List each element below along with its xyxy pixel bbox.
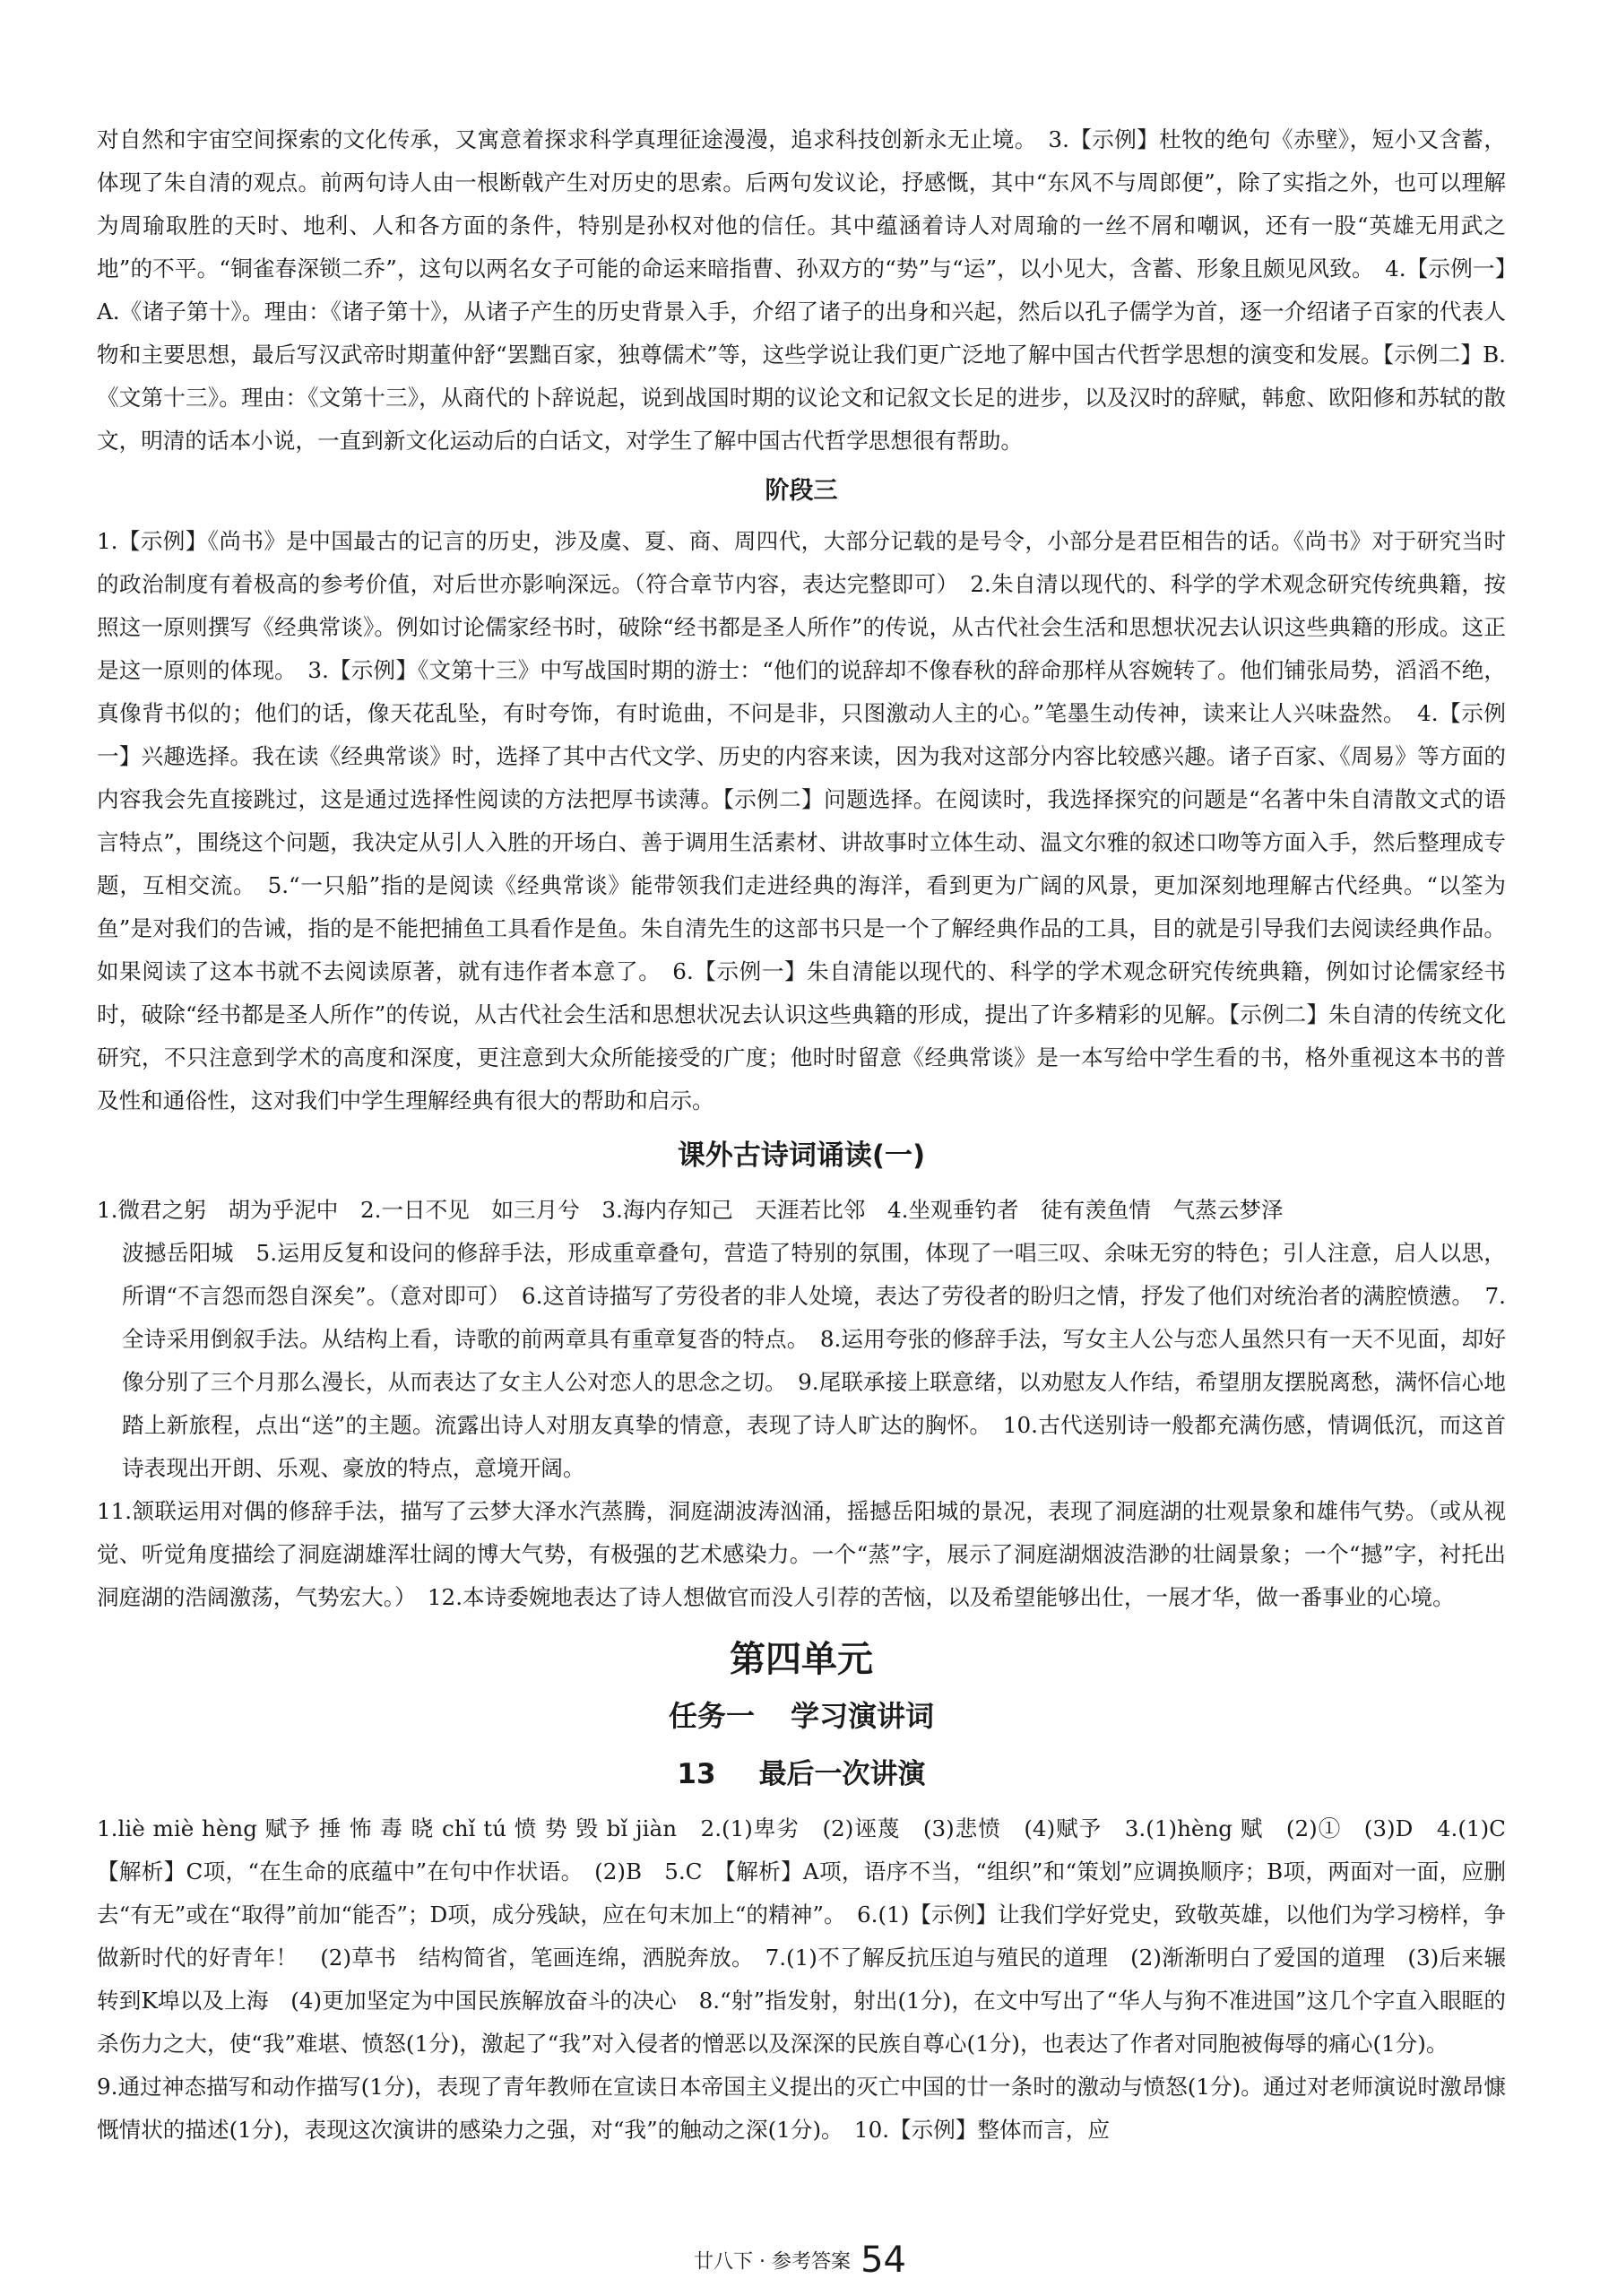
poetry-answers-first-line: 1.微君之躬 胡为乎泥中 2.一日不见 如三月兮 3.海内存知己 天涯若比邻 4.坐观垂钓者 徒有羡鱼情 气蒸云梦泽: [97, 1197, 1284, 1223]
lesson-number: 13: [677, 1758, 716, 1790]
answer-page: [97, 118, 1528, 2152]
paragraph-top: 对自然和宇宙空间探索的文化传承，又寓意着探求科学真理征途漫漫，追求科技创新永无止境。 3.【示例】杜牧的绝句《赤壁》，短小又含蓄，体现了朱自清的观点。前两句诗人由一根断戟产生对历史的思索。后两句发议论，抒感慨，其中“东风不与周郎便”，除了实指之外，也可以理解为周瑜取胜的天时、地利、人和各方面的条件，特别是孙权对他的信任。其中蕴涵着诗人对周瑜的一丝不屑和嘲讽，还有一股“英雄无用武之地”的不平。“铜雀春深锁二乔”，这句以两名女子可能的命运来暗指曹、孙双方的“势”与“运”，以小见大，含蓄、形象且颇见风致。 4.【示例一】A.《诸子第十》。理由：《诸子第十》，从诸子产生的历史背景入手，介绍了诸子的出身和兴起，然后以孔子儒学为首，逐一介绍诸子百家的代表人物和主要思想，最后写汉武帝时期董仲舒“罢黜百家，独尊儒术”等，这些学说让我们更广泛地了解中国古代哲学思想的演变和发展。【示例二】B.《文第十三》。理由：《文第十三》，从商代的卜辞说起，说到战国时期的议论文和记叙文长足的进步，以及汉时的辞赋，韩愈、欧阳修和苏轼的散文，明清的话本小说，一直到新文化运动后的白话文，对学生了解中国古代哲学思想很有帮助。: [97, 126, 1506, 454]
task-title: 学习演讲词: [791, 1699, 935, 1733]
lesson-answer-9-10: 9.通过神态描写和动作描写(1分)，表现了青年教师在宣读日本帝国主义提出的灭亡中国的廿一条时的激动与愤怒(1分)。通过对老师演说时激昂慷慨情状的描述(1分)，表现这次演讲的感染力之强，对“我”的触动之深(1分)。 10.【示例】整体而言，应: [97, 2074, 1506, 2143]
task-label: 任务一: [668, 1699, 755, 1733]
poetry-answer-11-12: 11.颔联运用对偶的修辞手法，描写了云梦大泽水汽蒸腾，洞庭湖波涛汹涌，摇撼岳阳城的景况，表现了洞庭湖的壮观景象和雄伟气势。（或从视觉、听觉角度描绘了洞庭湖雄浑壮阔的博大气势，有极强的艺术感染力。一个“蒸”字，展示了洞庭湖烟波浩渺的壮阔景象；一个“撼”字，衬托出洞庭湖的浩阔激荡，气势宏大。） 12.本诗委婉地表达了诗人想做官而没人引荐的苦恼，以及希望能够出仕，一展才华，做一番事业的心境。: [97, 1498, 1506, 1610]
lesson-title: 最后一次讲演: [758, 1758, 926, 1790]
stage-three-answers: 1.【示例】《尚书》是中国最古的记言的历史，涉及虞、夏、商、周四代，大部分记载的是号令，小部分是君臣相告的话。《尚书》对于研究当时的政治制度有着极高的参考价值，对后世亦影响深远。（符合章节内容，表达完整即可） 2.朱自清以现代的、科学的学术观念研究传统典籍，按照这一原则撰写《经典常谈》。例如讨论儒家经书时，破除“经书都是圣人所作”的传说，从古代社会生活和思想状况去认识这些典籍的形成。这正是这一原则的体现。 3.【示例】《文第十三》中写战国时期的游士：“他们的说辞却不像春秋的辞命那样从容婉转了。他们铺张局势，滔滔不绝，真像背书似的；他们的话，像天花乱坠，有时夸饰，有时诡曲，不问是非，只图激动人主的心。”笔墨生动传神，读来让人兴味盎然。 4.【示例一】兴趣选择。我在读《经典常谈》时，选择了其中古代文学、历史的内容来读，因为我对这部分内容比较感兴趣。诸子百家、《周易》等方面的内容我会先直接跳过，这是通过选择性阅读的方法把厚书读薄。【示例二】问题选择。在阅读时，我选择探究的问题是“名著中朱自清散文式的语言特点”，围绕这个问题，我决定从引人入胜的开场白、善于调用生活素材、讲故事时立体生动、温文尔雅的叙述口吻等方面入手，然后整理成专题，互相交流。 5.“一只船”指的是阅读《经典常谈》能带领我们走进经典的海洋，看到更为广阔的风景，更加深刻地理解古代经典。“以筌为鱼”是对我们的告诫，指的是不能把捕鱼工具看作是鱼。朱自清先生的这部书只是一个了解经典作品的工具，目的就是引导我们去阅读经典作品。如果阅读了这本书就不去阅读原著，就有违作者本意了。 6.【示例一】朱自清能以现代的、科学的学术观念研究传统典籍，例如讨论儒家经书时，破除“经书都是圣人所作”的传说，从古代社会生活和思想状况去认识这些典籍的形成，提出了许多精彩的见解。【示例二】朱自清的传统文化研究，不只注意到学术的高度和深度，更注意到大众所能接受的广度；他时时留意《经典常谈》是一本写给中学生看的书，格外重视这本书的普及性和通俗性，这对我们中学生理解经典有很大的帮助和启示。: [97, 528, 1506, 1113]
page-number: 54: [861, 2240, 906, 2281]
poetry-answers: 波撼岳阳城 5.运用反复和设问的修辞手法，形成重章叠句，营造了特别的氛围，体现了一唱三叹、余味无穷的特色；引人注意，启人以思，所谓“不言怨而怨自深矣”。（意对即可） 6.这首诗描写了劳役者的非人处境，表达了劳役者的盼归之情，抒发了他们对统治者的满腔愤懑。 7.全诗采用倒叙手法。从结构上看，诗歌的前两章具有重章复沓的特点。 8.运用夸张的修辞手法，写女主人公与恋人虽然只有一天不见面，却好像分别了三个月那么漫长，从而表达了女主人公对恋人的思念之切。 9.尾联承接上联意绪，以劝慰友人作结，希望朋友摆脱离愁，满怀信心地踏上新旅程，点出“送”的主题。流露出诗人对朋友真挚的情意，表现了诗人旷达的胸怀。 10.古代送别诗一般都充满伤感，情调低沉，而这首诗表现出开朗、乐观、豪放的特点，意境开阔。: [122, 1240, 1506, 1481]
task-heading: [97, 1691, 1506, 1741]
unit-heading: 第四单元: [730, 1639, 873, 1680]
poetry-section-heading: 课外古诗词诵读(一): [677, 1139, 926, 1172]
lesson-answers: 1.liè miè hèng 赋予 捶 怖 毒 晓 chǐ tú 愤 势 毁 bǐ jiàn 2.(1)卑劣 (2)诬蔑 (3)悲愤 (4)赋予 3.(1)hèng 赋 (2)① (3)D 4.(1)C 【解析】C项，“在生命的底蕴中”在句中作状语。 (2)B 5.C 【解析】A项，语序不当，“组织”和“策划”应调换顺序；B项，两面对一面，应删去“有无”或在“取得”前加“能否”；D项，成分残缺，应在句末加上“的精神”。 6.(1)【示例】让我们学好党史，致敬英雄，以他们为学习榜样，争做新时代的好青年！ (2)草书 结构简省，笔画连绵，洒脱奔放。 7.(1)不了解反抗压迫与殖民的道理 (2)渐渐明白了爱国的道理 (3)后来辗转到K埠以及上海 (4)更加坚定为中国民族解放奋斗的决心 8.“射”指发射，射出(1分)，在文中写出了“华人与狗不准进国”这几个字直入眼眶的杀伤力之大，使“我”难堪、愤怒(1分)，激起了“我”对入侵者的憎恶以及深深的民族自尊心(1分)，也表达了作者对同胞被侮辱的痛心(1分)。: [97, 1815, 1528, 2057]
stage-three-heading: 阶段三: [765, 477, 838, 505]
footer-label: 廿八下 · 参考答案: [694, 2250, 851, 2274]
page-footer: [0, 2240, 1600, 2281]
lesson-heading: [97, 1745, 1506, 1804]
